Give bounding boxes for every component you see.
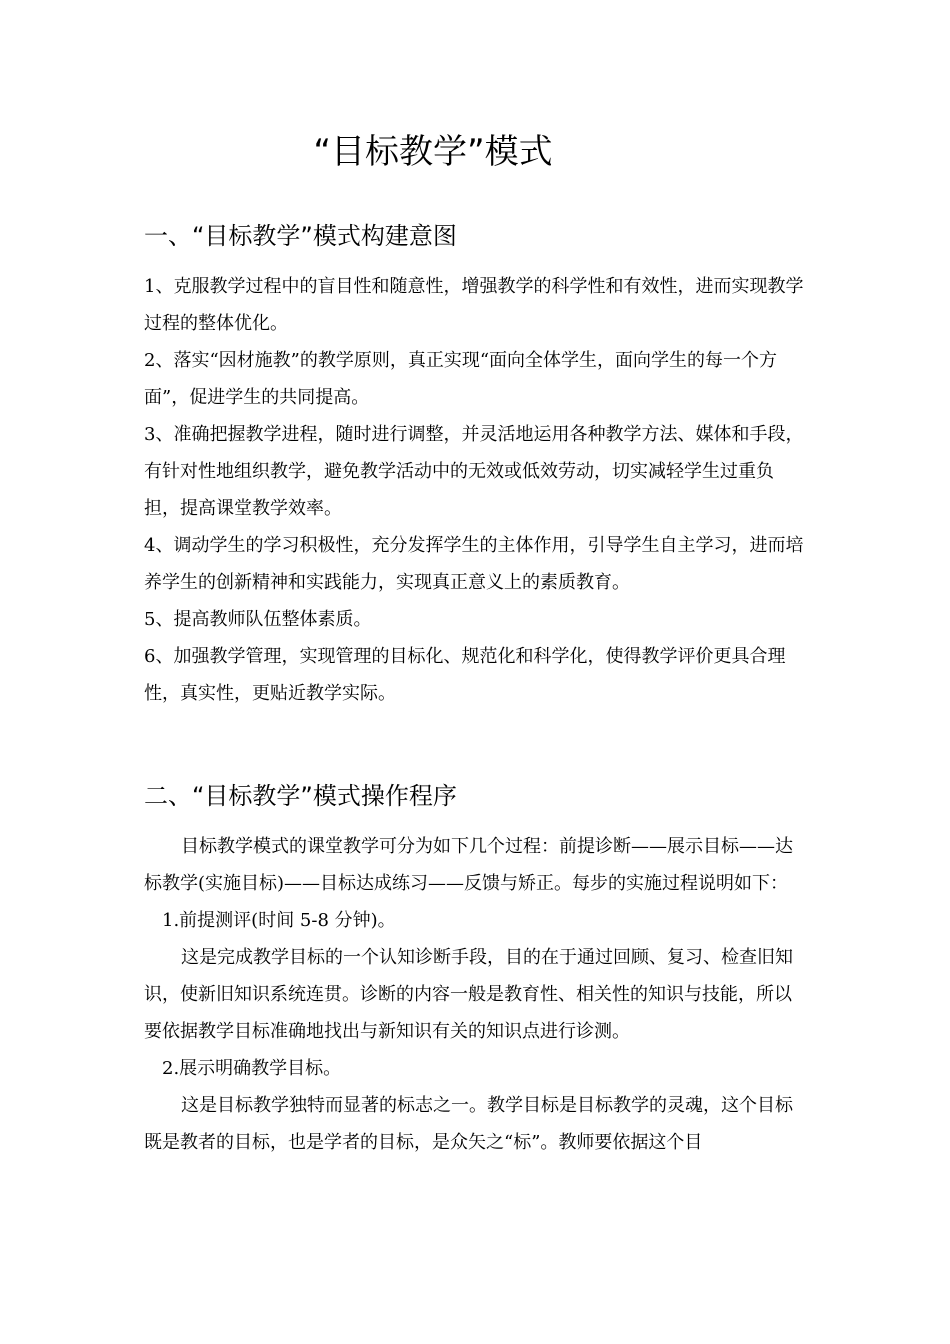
step-1-title: 1.前提测评(时间 5-8 分钟)。 bbox=[162, 910, 396, 931]
step-1-paragraph: 这是完成教学目标的一个认知诊断手段，目的在于通过回顾、复习、检查旧知识，使新旧知识系统连贯。诊断的内容一般是教育性、相关性的知识与技能，所以要依据教学目标准确地找出与新知识有关的知识点进行诊测。 bbox=[144, 947, 793, 1042]
section-heading-2: 二、“目标教学”模式操作程序 bbox=[144, 782, 457, 810]
intro-paragraph: 目标教学模式的课堂教学可分为如下几个过程：前提诊断——展示目标——达标教学(实施目标)——目标达成练习——反馈与矫正。每步的实施过程说明如下： bbox=[144, 836, 793, 894]
list-item: 1、克服教学过程中的盲目性和随意性，增强教学的科学性和有效性，进而实现教学过程的整体优化。 bbox=[144, 276, 804, 334]
section-2-body bbox=[144, 828, 808, 1161]
section-heading-1: 一、“目标教学”模式构建意图 bbox=[144, 222, 457, 250]
list-item: 3、准确把握教学进程，随时进行调整，并灵活地运用各种教学方法、媒体和手段，有针对性地组织教学，避免教学活动中的无效或低效劳动，切实减轻学生过重负担，提高课堂教学效率。 bbox=[144, 424, 804, 519]
section-1-list bbox=[144, 268, 808, 712]
list-item: 5、提高教师队伍整体素质。 bbox=[144, 609, 372, 630]
list-item: 2、落实“因材施教”的教学原则，真正实现“面向全体学生，面向学生的每一个方面”，促进学生的共同提高。 bbox=[144, 350, 778, 408]
step-2-paragraph: 这是目标教学独特而显著的标志之一。教学目标是目标教学的灵魂，这个目标既是教者的目标，也是学者的目标，是众矢之“标”。教师要依据这个目 bbox=[144, 1095, 793, 1153]
step-2-title: 2.展示明确教学目标。 bbox=[162, 1058, 342, 1079]
list-item: 4、调动学生的学习积极性，充分发挥学生的主体作用，引导学生自主学习，进而培养学生的创新精神和实践能力，实现真正意义上的素质教育。 bbox=[144, 535, 804, 593]
list-item: 6、加强教学管理，实现管理的目标化、规范化和科学化，使得教学评价更具合理性，真实性，更贴近教学实际。 bbox=[144, 646, 786, 704]
page-title: “目标教学”模式 bbox=[313, 132, 553, 172]
